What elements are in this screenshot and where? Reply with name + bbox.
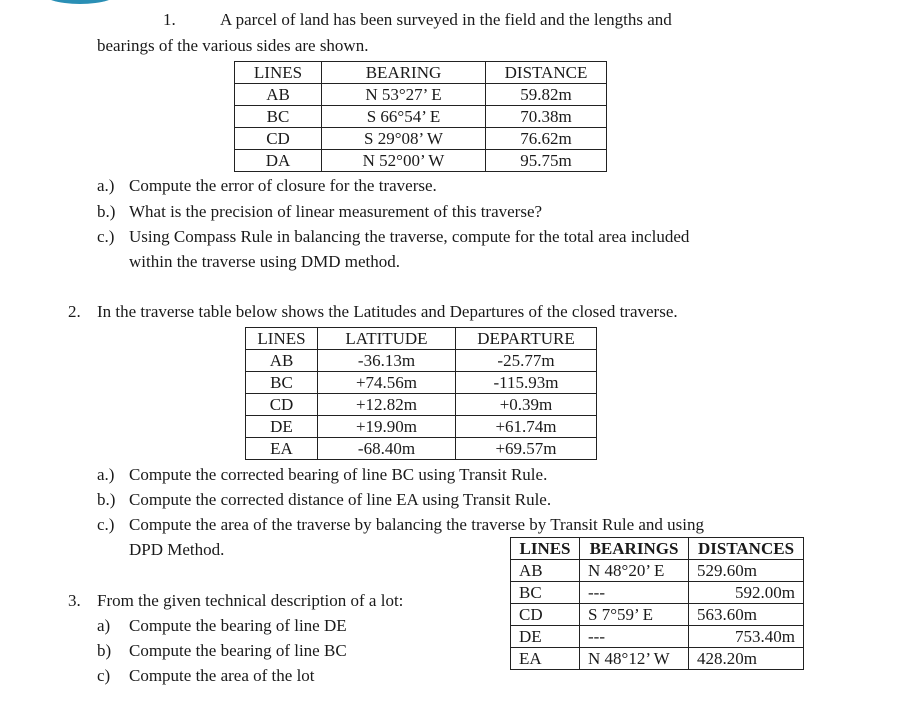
question-label: c): [97, 666, 111, 685]
bearing-cell: S 66°54’ E: [322, 106, 486, 128]
table-header-row: [246, 328, 597, 350]
table-row: [246, 372, 597, 394]
latitude-cell: -36.13m: [318, 350, 456, 372]
line-cell: BC: [511, 582, 580, 604]
bearing-cell: N 53°27’ E: [322, 84, 486, 106]
line-cell: AB: [235, 84, 322, 106]
departure-cell: -25.77m: [456, 350, 597, 372]
latitude-cell: +74.56m: [318, 372, 456, 394]
line-cell: EA: [246, 438, 318, 460]
table-row: [246, 394, 597, 416]
departure-cell: -115.93m: [456, 372, 597, 394]
question-label: b.): [97, 202, 116, 221]
question-text: Compute the corrected distance of line EA using Transit Rule.: [129, 490, 552, 509]
departure-cell: +61.74m: [456, 416, 597, 438]
table-row: [511, 604, 804, 626]
table-row: [235, 150, 607, 172]
table-header-row: [511, 538, 804, 560]
line-cell: CD: [246, 394, 318, 416]
header-departure: DEPARTURE: [456, 328, 597, 350]
table-row: [511, 560, 804, 582]
table-row: [235, 106, 607, 128]
problem2-intro: In the traverse table below shows the Latitudes and Departures of the closed traverse.: [97, 302, 678, 321]
table-row: [246, 416, 597, 438]
line-cell: CD: [511, 604, 580, 626]
header-lines: LINES: [235, 62, 322, 84]
problem3-intro: From the given technical description of a lot:: [97, 591, 404, 610]
table-row: [246, 438, 597, 460]
problem1-question-b: [97, 202, 542, 222]
problem1-number: 1.: [163, 10, 176, 29]
header-latitude: LATITUDE: [318, 328, 456, 350]
line-cell: AB: [246, 350, 318, 372]
problem3-number: 3.: [68, 591, 81, 610]
problem2-question-c-continued: DPD Method.: [129, 540, 225, 559]
question-text: What is the precision of linear measurement of this traverse?: [129, 202, 543, 221]
problem1-question-c: [97, 227, 689, 247]
problem3-question-b: [97, 641, 347, 661]
line-cell: AB: [511, 560, 580, 582]
header-distances: DISTANCES: [689, 538, 804, 560]
line-cell: DE: [246, 416, 318, 438]
problem1-intro-line2: bearings of the various sides are shown.: [97, 36, 369, 55]
bearing-cell: N 52°00’ W: [322, 150, 486, 172]
distance-cell: 592.00m: [689, 582, 804, 604]
departure-cell: +69.57m: [456, 438, 597, 460]
problem1-question-c-continued: within the traverse using DMD method.: [129, 252, 401, 271]
bearing-cell: ---: [580, 626, 689, 648]
question-text: Compute the error of closure for the traverse.: [129, 176, 437, 195]
departure-cell: +0.39m: [456, 394, 597, 416]
problem3-question-a: [97, 616, 347, 636]
header-distance: DISTANCE: [486, 62, 607, 84]
distance-cell: 76.62m: [486, 128, 607, 150]
table-row: [235, 128, 607, 150]
problem1-question-a: [97, 176, 437, 196]
question-label: a.): [97, 465, 115, 484]
problem3-question-c: [97, 666, 315, 686]
line-cell: BC: [246, 372, 318, 394]
problem2-question-a: [97, 465, 547, 485]
problem1-table: [234, 61, 607, 172]
latitude-cell: -68.40m: [318, 438, 456, 460]
line-cell: CD: [235, 128, 322, 150]
problem3-table: [510, 537, 804, 670]
latitude-cell: +19.90m: [318, 416, 456, 438]
bearing-cell: ---: [580, 582, 689, 604]
question-label: c.): [97, 515, 115, 534]
header-lines: LINES: [511, 538, 580, 560]
problem2-question-b: [97, 490, 551, 510]
question-label: a.): [97, 176, 115, 195]
distance-cell: 529.60m: [689, 560, 804, 582]
question-label: a): [97, 616, 111, 635]
header-bearings: BEARINGS: [580, 538, 689, 560]
question-label: b.): [97, 490, 116, 509]
question-text: Compute the area of the traverse by balancing the traverse by Transit Rule and using: [129, 515, 705, 534]
latitude-cell: +12.82m: [318, 394, 456, 416]
question-text: Compute the area of the lot: [129, 666, 315, 685]
header-lines: LINES: [246, 328, 318, 350]
table-row: [511, 626, 804, 648]
bearing-cell: N 48°12’ W: [580, 648, 689, 670]
header-bearing: BEARING: [322, 62, 486, 84]
line-cell: EA: [511, 648, 580, 670]
distance-cell: 70.38m: [486, 106, 607, 128]
decorative-blob: [40, 0, 120, 4]
table-row: [511, 648, 804, 670]
question-text: Using Compass Rule in balancing the traverse, compute for the total area included: [129, 227, 690, 246]
question-text: Compute the bearing of line BC: [129, 641, 347, 660]
distance-cell: 428.20m: [689, 648, 804, 670]
table-row: [246, 350, 597, 372]
distance-cell: 59.82m: [486, 84, 607, 106]
distance-cell: 563.60m: [689, 604, 804, 626]
line-cell: DE: [511, 626, 580, 648]
distance-cell: 753.40m: [689, 626, 804, 648]
problem2-table: [245, 327, 597, 460]
problem2-question-c: [97, 515, 704, 535]
question-text: Compute the bearing of line DE: [129, 616, 347, 635]
line-cell: DA: [235, 150, 322, 172]
problem2-number: 2.: [68, 302, 81, 321]
question-text: Compute the corrected bearing of line BC using Transit Rule.: [129, 465, 548, 484]
distance-cell: 95.75m: [486, 150, 607, 172]
question-label: c.): [97, 227, 115, 246]
question-label: b): [97, 641, 112, 660]
table-header-row: [235, 62, 607, 84]
line-cell: BC: [235, 106, 322, 128]
bearing-cell: S 7°59’ E: [580, 604, 689, 626]
bearing-cell: S 29°08’ W: [322, 128, 486, 150]
table-row: [235, 84, 607, 106]
problem1-intro-line1: A parcel of land has been surveyed in the field and the lengths and: [220, 10, 672, 29]
table-row: [511, 582, 804, 604]
bearing-cell: N 48°20’ E: [580, 560, 689, 582]
